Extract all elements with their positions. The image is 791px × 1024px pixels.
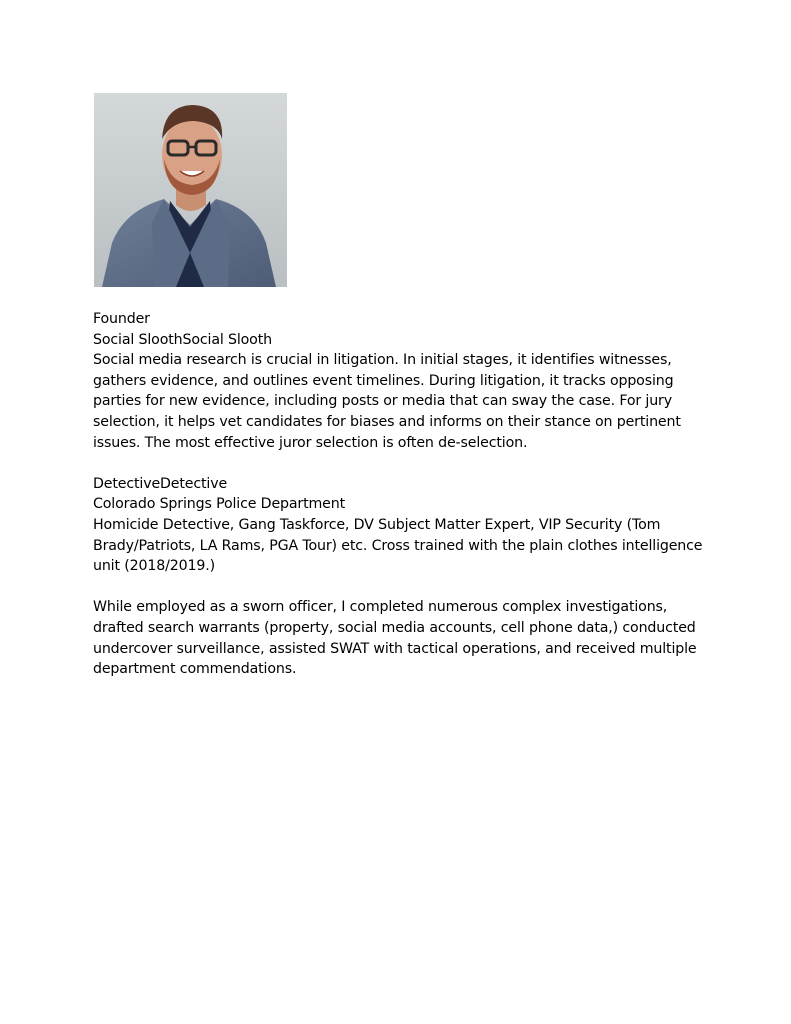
detective-details: While employed as a sworn officer, I completed numerous complex investigations, drafted search warrants (property, social media accounts, cell phone data,) conducted undercover surveillance, assisted SWAT with tactical operations, and received multiple department commendations. [93,599,697,678]
profile-content [93,309,713,680]
detective-organization: Colorado Springs Police Department [93,496,346,513]
founder-title: Founder [93,311,150,327]
detective-description: Homicide Detective, Gang Taskforce, DV Subject Matter Expert, VIP Security (Tom Brady/Patriots, LA Rams, PGA Tour) etc. Cross trained with the plain clothes intelligence unit (2018/2019.) [93,516,703,575]
section-spacer [93,577,713,598]
founder-company: Social SloothSocial Slooth [93,331,272,348]
detective-title: DetectiveDetective [93,475,228,492]
founder-description: Social media research is crucial in litigation. In initial stages, it identifies witnesses, gathers evidence, and outlines event timelines. During litigation, it tracks opposing parties for new evidence, including posts or media that can sway the case. For jury selection, it helps vet candidates for biases and informs on their stance on pertinent issues. The most effective juror selection is often de-selection. [93,352,681,451]
person-portrait-icon [94,93,287,287]
profile-photo [94,93,287,287]
section-spacer [93,453,713,474]
